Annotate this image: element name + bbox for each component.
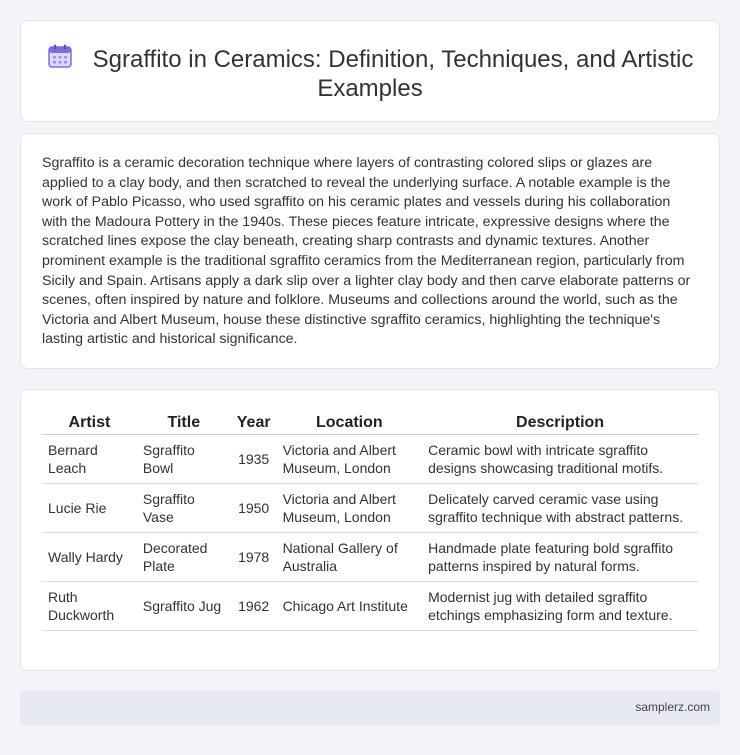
- title-card: [20, 20, 720, 122]
- intro-paragraph: Sgraffito is a ceramic decoration technique where layers of contrasting colored slips or glazes are applied to a clay body, and then scratched to reveal the underlying surface. A notable example is the work of Pablo Picasso, who used sgraffito on his ceramic plates and vessels during his collaboration with the Madoura Pottery in the 1940s. These pieces feature intricate, expressive designs where the scratched lines expose the clay beneath, creating sharp contrasts and dynamic textures. Another prominent example is the traditional sgraffito ceramics from the Mediterranean region, particularly from Sicily and Spain. Artisans apply a dark slip over a lighter clay body and then carve elaborate patterns or scenes, often inspired by nature and folklore. Museums and collections around the world, such as the Victoria and Albert Museum, house these distinctive sgraffito ceramics, highlighting the technique's lasting artistic and historical significance.: [42, 155, 691, 348]
- table-row: [42, 582, 698, 631]
- intro-card: [20, 133, 720, 369]
- header-description: Description: [422, 412, 698, 435]
- table-row: [42, 484, 698, 533]
- cell-artist: Lucie Rie: [42, 484, 137, 533]
- cell-location: National Gallery of Australia: [277, 533, 423, 582]
- header-location: Location: [277, 412, 423, 435]
- footer-site-link[interactable]: samplerz.com: [635, 700, 710, 714]
- cell-location: Victoria and Albert Museum, London: [277, 435, 423, 484]
- cell-artist: Ruth Duckworth: [42, 582, 137, 631]
- header-year: Year: [231, 412, 277, 435]
- cell-description: Handmade plate featuring bold sgraffito patterns inspired by natural forms.: [422, 533, 698, 582]
- header-artist: Artist: [42, 412, 137, 435]
- cell-location: Chicago Art Institute: [277, 582, 423, 631]
- cell-title: Sgraffito Jug: [137, 582, 231, 631]
- table-card: [20, 389, 720, 671]
- cell-year: 1950: [231, 484, 277, 533]
- cell-title: Sgraffito Bowl: [137, 435, 231, 484]
- page-title: Sgraffito in Ceramics: Definition, Techniques, and Artistic Examples: [92, 46, 694, 102]
- artworks-table: [42, 412, 698, 631]
- calendar-icon: [47, 43, 73, 69]
- table-row: [42, 435, 698, 484]
- cell-year: 1935: [231, 435, 277, 484]
- footer-bar: [20, 691, 720, 725]
- table-row: [42, 533, 698, 582]
- cell-year: 1962: [231, 582, 277, 631]
- cell-title: Decorated Plate: [137, 533, 231, 582]
- table-header-row: [42, 412, 698, 435]
- cell-location: Victoria and Albert Museum, London: [277, 484, 423, 533]
- cell-title: Sgraffito Vase: [137, 484, 231, 533]
- cell-description: Modernist jug with detailed sgraffito etchings emphasizing form and texture.: [422, 582, 698, 631]
- cell-artist: Wally Hardy: [42, 533, 137, 582]
- cell-description: Ceramic bowl with intricate sgraffito designs showcasing traditional motifs.: [422, 435, 698, 484]
- page-title-wrap: [21, 43, 719, 103]
- header-title: Title: [137, 412, 231, 435]
- cell-description: Delicately carved ceramic vase using sgraffito technique with abstract patterns.: [422, 484, 698, 533]
- cell-artist: Bernard Leach: [42, 435, 137, 484]
- cell-year: 1978: [231, 533, 277, 582]
